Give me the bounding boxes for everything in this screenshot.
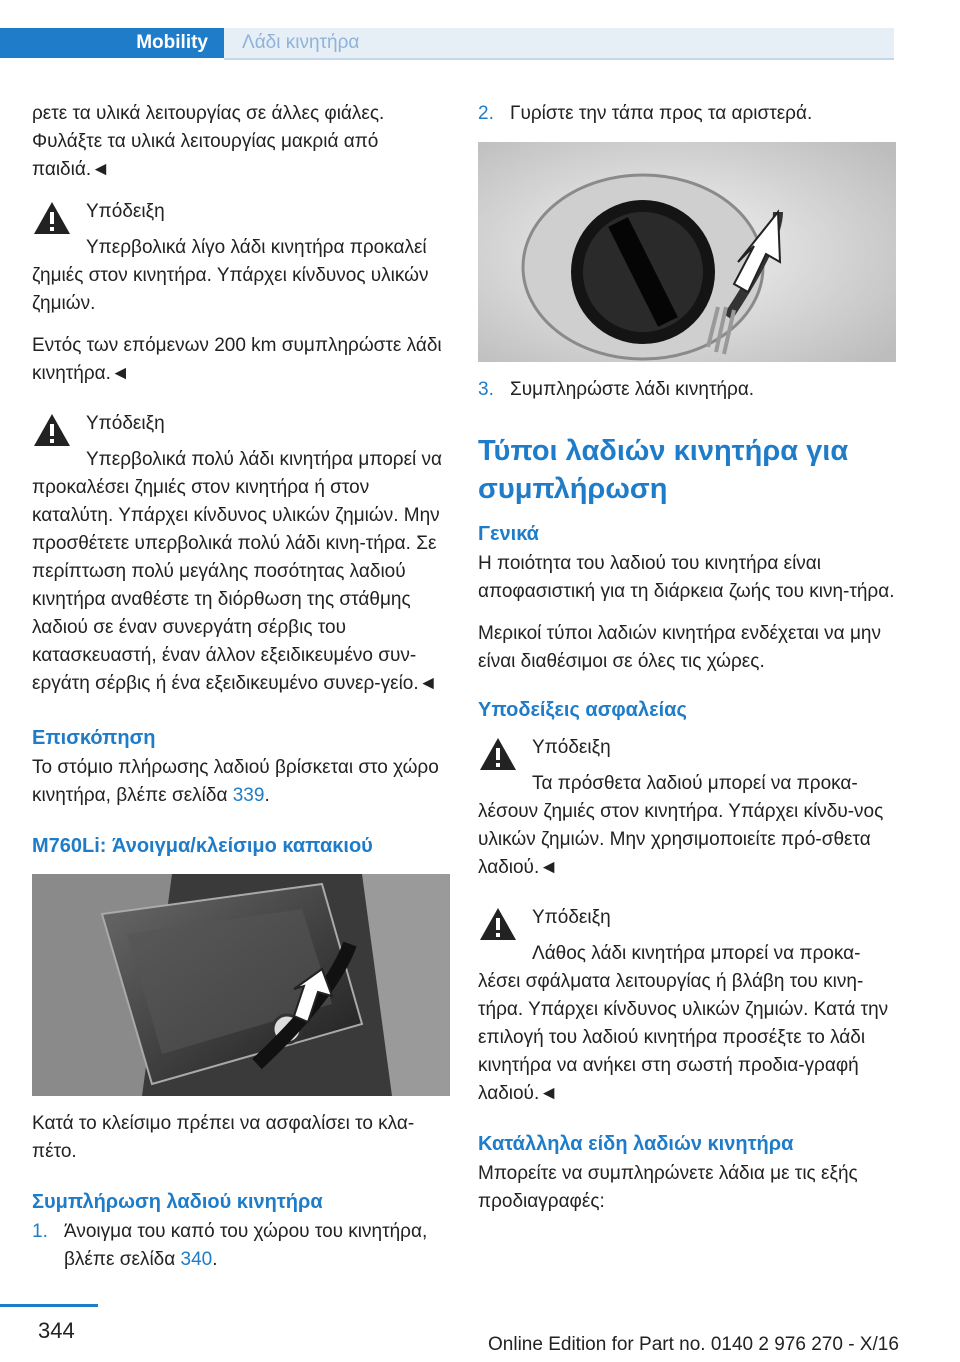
section-tab-mobility[interactable]: Mobility <box>0 28 224 58</box>
footer-accent-line <box>0 1304 98 1307</box>
step-text: Συμπληρώστε λάδι κινητήρα. <box>510 379 755 400</box>
warning-triangle-icon <box>32 412 72 448</box>
step-text <box>64 1218 450 1274</box>
page-link-339[interactable]: 339 <box>232 785 265 806</box>
step-number: 1. <box>32 1221 48 1242</box>
step-3 <box>478 376 896 404</box>
step-2 <box>478 100 896 128</box>
closing-caption: Κατά το κλείσιμο πρέπει να ασφαλίσει το κλα‐πέτο. <box>32 1113 415 1162</box>
oil-types-heading: Τύποι λαδιών κινητήρα για συμπλήρωση <box>478 435 849 505</box>
step-1-text: Άνοιγμα του καπό του χώρου του κινητήρα, βλέπε σελίδα <box>64 1221 428 1270</box>
page-header <box>0 0 960 62</box>
warning-instruction: Εντός των επόμενων 200 km συμπληρώστε λάδι κινητήρα.◄ <box>32 335 442 384</box>
warning-triangle-icon <box>32 200 72 236</box>
general-paragraph: Η ποιότητα του λαδιού του κινητήρα είναι αποφασιστική για τη διάρκεια ζωής του κινη‐τήρα. <box>478 553 895 602</box>
warning-triangle-icon <box>478 906 518 942</box>
warning-title: Υπόδειξη <box>86 413 165 434</box>
engine-cover-image <box>32 874 450 1096</box>
intro-text: ρετε τα υλικά λειτουργίας σε άλλες φιάλες. Φυλάξτε τα υλικά λειτουργίας μακριά από παιδιά.◄ <box>32 103 385 180</box>
overview-heading: Επισκόπηση <box>32 727 156 749</box>
suitable-oils-heading: Κατάλληλα είδη λαδιών κινητήρα <box>478 1133 794 1155</box>
step-number: 2. <box>478 103 494 124</box>
left-column <box>32 100 450 1288</box>
fill-oil-heading: Συμπλήρωση λαδιού κινητήρα <box>32 1191 323 1213</box>
overview-text <box>32 754 450 810</box>
warning-block <box>32 198 450 388</box>
oil-cap-photo <box>478 142 896 362</box>
warning-triangle-icon <box>478 736 518 772</box>
warning-title: Υπόδειξη <box>532 737 611 758</box>
section-tab-engine-oil[interactable]: Λάδι κινητήρα <box>224 28 894 58</box>
page-number: 344 <box>38 1318 75 1343</box>
warning-block <box>478 734 896 882</box>
page-link-340[interactable]: 340 <box>180 1249 213 1270</box>
step-1-end: . <box>212 1249 218 1270</box>
right-column <box>478 100 896 1230</box>
step-1 <box>32 1218 450 1274</box>
header-divider <box>224 58 894 60</box>
oil-cap-image <box>478 142 896 362</box>
step-number: 3. <box>478 379 494 400</box>
overview-text-end: . <box>264 785 270 806</box>
engine-cover-photo <box>32 874 450 1096</box>
warning-body: Λάθος λάδι κινητήρα μπορεί να προκα‐λέσει σφάλματα λειτουργίας ή βλάβη του κινη‐τήρα. Υπάρχει κίνδυνος υλικών ζημιών. Κατά την επιλογή του λαδιού κινητήρα προσέξτε το λάδι κινητήρα να ανήκει στη σωστή προδια‐γραφή λαδιού.◄ <box>478 943 889 1104</box>
warning-block <box>478 904 896 1108</box>
suitable-oils-text: Μπορείτε να συμπληρώνετε λάδια με τις εξής προδιαγραφές: <box>478 1163 858 1212</box>
warning-block <box>32 410 450 698</box>
warning-body: Υπερβολικά πολύ λάδι κινητήρα μπορεί να προκαλέσει ζημιές στον κινητήρα ή στον καταλύτη. Υπάρχει κίνδυνος υλικών ζημιών. Μην προσθέτετε υπερβολικά πολύ λάδι κινη‐τήρα. Σε περίπτωση πολύ μεγάλης ποσότητας λαδιού κινητήρα αναθέστε τη διόρθωση της στάθμης λαδιού σε έναν συνεργάτη σέρβις του κατασκευαστή, έναν άλλον εξειδικευμένο συν‐εργάτη σέρβις ή ένα εξειδικευμένο συνερ‐γείο.◄ <box>32 449 443 694</box>
warning-title: Υπόδειξη <box>532 907 611 928</box>
warning-body: Υπερβολικά λίγο λάδι κινητήρα προκαλεί ζημιές στον κινητήρα. Υπάρχει κίνδυνος υλικών ζημιών. <box>32 237 429 314</box>
step-text: Γυρίστε την τάπα προς τα αριστερά. <box>510 103 813 124</box>
edition-note: Online Edition for Part no. 0140 2 976 270 - X/16 <box>488 1334 899 1355</box>
general-heading: Γενικά <box>478 523 539 545</box>
safety-heading: Υποδείξεις ασφαλείας <box>478 699 687 721</box>
overview-text-body: Το στόμιο πλήρωσης λαδιού βρίσκεται στο χώρο κινητήρα, βλέπε σελίδα <box>32 757 439 806</box>
general-paragraph: Μερικοί τύποι λαδιών κινητήρα ενδέχεται να μην είναι διαθέσιμοι σε όλες τις χώρες. <box>478 623 881 672</box>
warning-title: Υπόδειξη <box>86 201 165 222</box>
m760-heading: M760Li: Άνοιγμα/κλείσιμο καπακιού <box>32 835 373 857</box>
warning-body: Τα πρόσθετα λαδιού μπορεί να προκα‐λέσουν ζημιές στον κινητήρα. Υπάρχει κίνδυ‐νος υλικών ζημιών. Μην χρησιμοποιείτε πρό‐σθετα λαδιού.◄ <box>478 773 884 878</box>
